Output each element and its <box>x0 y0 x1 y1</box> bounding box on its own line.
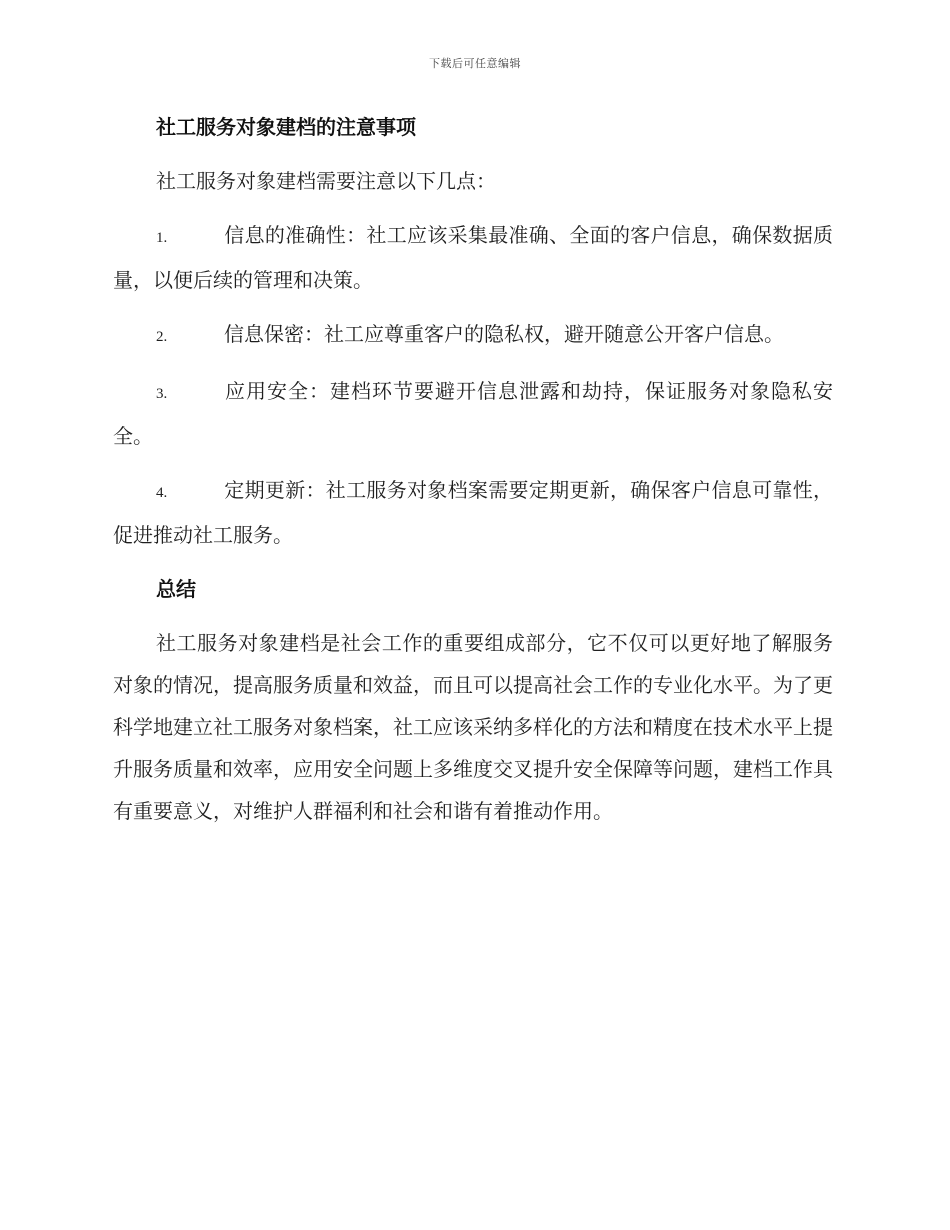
section-title-summary: 总结 <box>156 577 196 601</box>
list-text: 信息的准确性：社工应该采集最准确、全面的客户信息，确保数据质量，以便后续的管理和决策。 <box>113 223 833 292</box>
list-item <box>113 214 833 301</box>
section-title-notes: 社工服务对象建档的注意事项 <box>156 115 416 139</box>
list-number: 2. <box>156 329 168 345</box>
list-item <box>113 313 833 358</box>
list-number: 1. <box>156 230 168 246</box>
summary-paragraph: 社工服务对象建档是社会工作的重要组成部分，它不仅可以更好地了解服务对象的情况，提高服务质量和效益，而且可以提高社会工作的专业化水平。为了更科学地建立社工服务对象档案，社工应该采纳多样化的方法和精度在技术水平上提升服务质量和效率，应用安全问题上多维度交叉提升安全保障等问题，建档工作具有重要意义，对维护人群福利和社会和谐有着推动作用。 <box>113 631 833 823</box>
list-text: 定期更新：社工服务对象档案需要定期更新，确保客户信息可靠性，促进推动社工服务。 <box>113 478 833 547</box>
list-item <box>113 469 833 556</box>
list-text: 应用安全：建档环节要避开信息泄露和劫持，保证服务对象隐私安全。 <box>113 379 833 448</box>
page-header: 下载后可任意编辑 <box>429 57 521 70</box>
list-text: 信息保密：社工应尊重客户的隐私权，避开随意公开客户信息。 <box>224 322 784 346</box>
document-body <box>113 106 833 844</box>
intro-paragraph: 社工服务对象建档需要注意以下几点： <box>156 169 496 193</box>
list-number: 4. <box>156 485 168 501</box>
list-item <box>113 370 833 457</box>
list-number: 3. <box>156 386 168 402</box>
